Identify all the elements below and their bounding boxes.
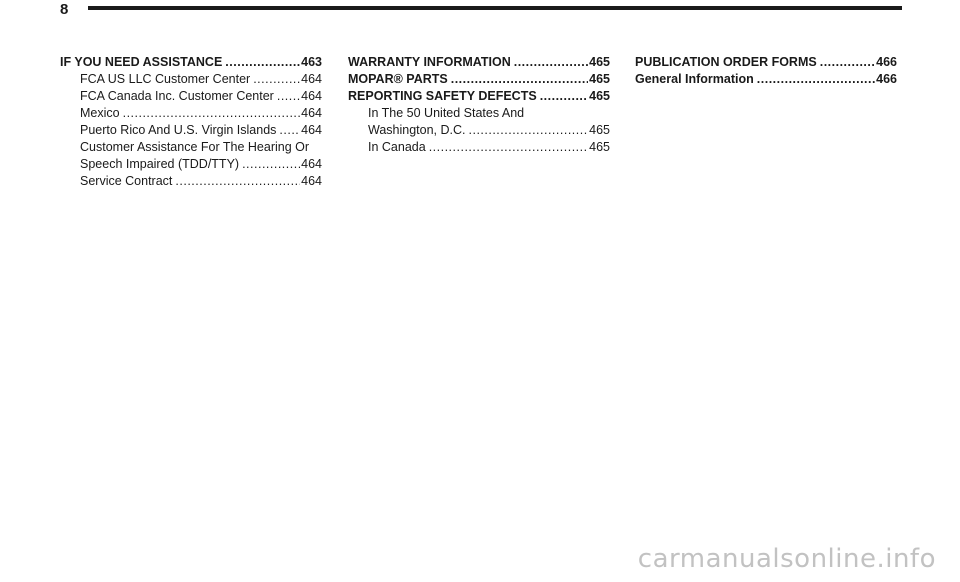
toc-entry-title: General Information	[635, 72, 754, 86]
toc-column-1	[60, 54, 322, 190]
dot-leader	[451, 71, 588, 88]
toc-entry-in-canada[interactable]	[348, 139, 610, 156]
toc-entry-title: FCA US LLC Customer Center	[80, 72, 251, 86]
toc-entry-mexico[interactable]	[60, 105, 322, 122]
dot-leader	[757, 71, 875, 88]
dot-leader	[514, 54, 588, 71]
toc-entry-page: 464	[301, 106, 322, 120]
toc-entry-page: 465	[589, 123, 610, 137]
dot-leader	[429, 139, 588, 156]
toc-entry-page: 466	[876, 72, 897, 86]
watermark: carmanualsonline.info	[637, 544, 936, 574]
toc-entry-title: Service Contract	[80, 174, 173, 188]
toc-column-3	[635, 54, 897, 88]
toc-entry-page: 465	[589, 55, 610, 69]
toc-entry-page: 466	[876, 55, 897, 69]
toc-entry-title: IF YOU NEED ASSISTANCE	[60, 55, 223, 69]
toc-entry-fca-canada-customer-center[interactable]	[60, 88, 322, 105]
dot-leader	[279, 122, 300, 139]
toc-entry-title: Washington, D.C.	[368, 123, 466, 137]
toc-entry-title: PUBLICATION ORDER FORMS	[635, 55, 817, 69]
toc-entry-title: FCA Canada Inc. Customer Center	[80, 89, 274, 103]
toc-entry-if-you-need-assistance[interactable]	[60, 54, 322, 71]
toc-entry-page: 463	[301, 55, 322, 69]
dot-leader	[820, 54, 875, 71]
toc-entry-mopar-parts[interactable]	[348, 71, 610, 88]
toc-entry-page: 464	[301, 72, 322, 86]
toc-entry-title: MOPAR® PARTS	[348, 72, 448, 86]
toc-entry-title: Puerto Rico And U.S. Virgin Islands	[80, 123, 277, 137]
toc-entry-warranty-information[interactable]	[348, 54, 610, 71]
dot-leader	[469, 122, 589, 139]
dot-leader	[242, 156, 300, 173]
toc-entry-publication-order-forms[interactable]	[635, 54, 897, 71]
dot-leader	[277, 88, 300, 105]
toc-entry-puerto-rico[interactable]	[60, 122, 322, 139]
toc-entry-reporting-safety-defects[interactable]	[348, 88, 610, 105]
toc-entry-fca-us-customer-center[interactable]	[60, 71, 322, 88]
dot-leader	[253, 71, 300, 88]
toc-entry-title: In Canada	[368, 140, 426, 154]
dot-leader	[123, 105, 301, 122]
toc-entry-page: 465	[589, 89, 610, 103]
toc-entry-page: 464	[301, 123, 322, 137]
toc-entry-general-information[interactable]	[635, 71, 897, 88]
dot-leader	[175, 173, 300, 190]
toc-entry-page: 464	[301, 174, 322, 188]
header-rule	[88, 6, 902, 10]
toc-entry-us-washington[interactable]	[348, 122, 610, 139]
dot-leader	[540, 88, 588, 105]
toc-entry-page: 465	[589, 140, 610, 154]
toc-entry-us-washington-line1[interactable]: In The 50 United States And	[368, 106, 525, 120]
toc-entry-hearing-impaired[interactable]	[60, 156, 322, 173]
toc-column-2	[348, 54, 610, 156]
toc-entry-title: REPORTING SAFETY DEFECTS	[348, 89, 537, 103]
toc-entry-service-contract[interactable]	[60, 173, 322, 190]
toc-entry-page: 464	[301, 157, 322, 171]
toc-entry-page: 465	[589, 72, 610, 86]
toc-entry-page: 464	[301, 89, 322, 103]
toc-entry-title: WARRANTY INFORMATION	[348, 55, 511, 69]
toc-entry-hearing-impaired-line1[interactable]: Customer Assistance For The Hearing Or	[80, 140, 310, 154]
page-number: 8	[60, 1, 69, 18]
toc-entry-title: Mexico	[80, 106, 120, 120]
toc-entry-title: Speech Impaired (TDD/TTY)	[80, 157, 240, 171]
dot-leader	[225, 54, 300, 71]
